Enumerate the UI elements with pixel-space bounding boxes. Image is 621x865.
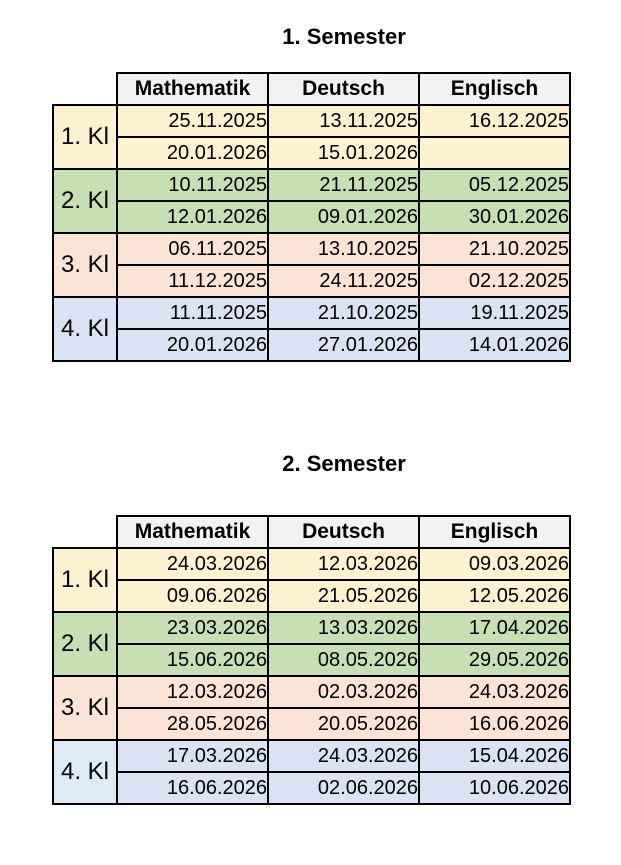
table-row — [53, 201, 570, 233]
table-row — [53, 676, 570, 708]
date-cell: 16.12.2025 — [419, 105, 570, 137]
date-cell — [419, 137, 570, 169]
class-label-2: 2. Kl — [53, 612, 117, 676]
date-cell: 08.05.2026 — [268, 644, 419, 676]
table-row — [53, 137, 570, 169]
date-cell: 24.03.2026 — [268, 740, 419, 772]
table-row — [53, 265, 570, 297]
header-deutsch: Deutsch — [268, 516, 419, 548]
date-cell: 21.10.2025 — [419, 233, 570, 265]
table-row — [53, 740, 570, 772]
table-row — [53, 708, 570, 740]
class-label-1: 1. Kl — [53, 548, 117, 612]
table-row — [53, 105, 570, 137]
class-label-3: 3. Kl — [53, 676, 117, 740]
date-cell: 19.11.2025 — [419, 297, 570, 329]
date-cell: 06.11.2025 — [117, 233, 268, 265]
date-cell: 12.03.2026 — [268, 548, 419, 580]
date-cell: 13.03.2026 — [268, 612, 419, 644]
table-row — [53, 329, 570, 361]
header-mathematik: Mathematik — [117, 516, 268, 548]
date-cell: 02.03.2026 — [268, 676, 419, 708]
date-cell: 14.01.2026 — [419, 329, 570, 361]
table-row — [53, 644, 570, 676]
table-row — [53, 169, 570, 201]
date-cell: 09.01.2026 — [268, 201, 419, 233]
date-cell: 13.10.2025 — [268, 233, 419, 265]
date-cell: 17.03.2026 — [117, 740, 268, 772]
table-row — [53, 297, 570, 329]
date-cell: 28.05.2026 — [117, 708, 268, 740]
class-label-2: 2. Kl — [53, 169, 117, 233]
date-cell: 20.01.2026 — [117, 137, 268, 169]
date-cell: 13.11.2025 — [268, 105, 419, 137]
header-row — [53, 73, 570, 105]
table-row — [53, 548, 570, 580]
table-row — [53, 580, 570, 612]
date-cell: 24.11.2025 — [268, 265, 419, 297]
header-corner — [53, 73, 117, 105]
date-cell: 17.04.2026 — [419, 612, 570, 644]
date-cell: 09.06.2026 — [117, 580, 268, 612]
class-label-4: 4. Kl — [53, 740, 117, 804]
semester-2-table — [52, 515, 571, 805]
date-cell: 02.12.2025 — [419, 265, 570, 297]
date-cell: 12.05.2026 — [419, 580, 570, 612]
date-cell: 12.01.2026 — [117, 201, 268, 233]
class-label-1: 1. Kl — [53, 105, 117, 169]
date-cell: 27.01.2026 — [268, 329, 419, 361]
date-cell: 21.10.2025 — [268, 297, 419, 329]
semester-2-title: 2. Semester — [282, 451, 406, 476]
date-cell: 11.12.2025 — [117, 265, 268, 297]
date-cell: 16.06.2026 — [117, 772, 268, 804]
header-englisch: Englisch — [419, 73, 570, 105]
semester-1-title: 1. Semester — [282, 24, 406, 49]
date-cell: 09.03.2026 — [419, 548, 570, 580]
date-cell: 20.05.2026 — [268, 708, 419, 740]
date-cell: 24.03.2026 — [419, 676, 570, 708]
date-cell: 10.06.2026 — [419, 772, 570, 804]
date-cell: 29.05.2026 — [419, 644, 570, 676]
date-cell: 24.03.2026 — [117, 548, 268, 580]
date-cell: 15.04.2026 — [419, 740, 570, 772]
date-cell: 15.01.2026 — [268, 137, 419, 169]
table-row — [53, 612, 570, 644]
class-label-4: 4. Kl — [53, 297, 117, 361]
date-cell: 12.03.2026 — [117, 676, 268, 708]
date-cell: 25.11.2025 — [117, 105, 268, 137]
table-row — [53, 233, 570, 265]
date-cell: 02.06.2026 — [268, 772, 419, 804]
date-cell: 21.11.2025 — [268, 169, 419, 201]
header-englisch: Englisch — [419, 516, 570, 548]
date-cell: 10.11.2025 — [117, 169, 268, 201]
date-cell: 15.06.2026 — [117, 644, 268, 676]
date-cell: 20.01.2026 — [117, 329, 268, 361]
date-cell: 21.05.2026 — [268, 580, 419, 612]
header-mathematik: Mathematik — [117, 73, 268, 105]
date-cell: 23.03.2026 — [117, 612, 268, 644]
class-label-3: 3. Kl — [53, 233, 117, 297]
header-row — [53, 516, 570, 548]
date-cell: 16.06.2026 — [419, 708, 570, 740]
header-deutsch: Deutsch — [268, 73, 419, 105]
table-row — [53, 772, 570, 804]
semester-1-table — [52, 72, 571, 362]
date-cell: 05.12.2025 — [419, 169, 570, 201]
date-cell: 30.01.2026 — [419, 201, 570, 233]
date-cell: 11.11.2025 — [117, 297, 268, 329]
header-corner — [53, 516, 117, 548]
